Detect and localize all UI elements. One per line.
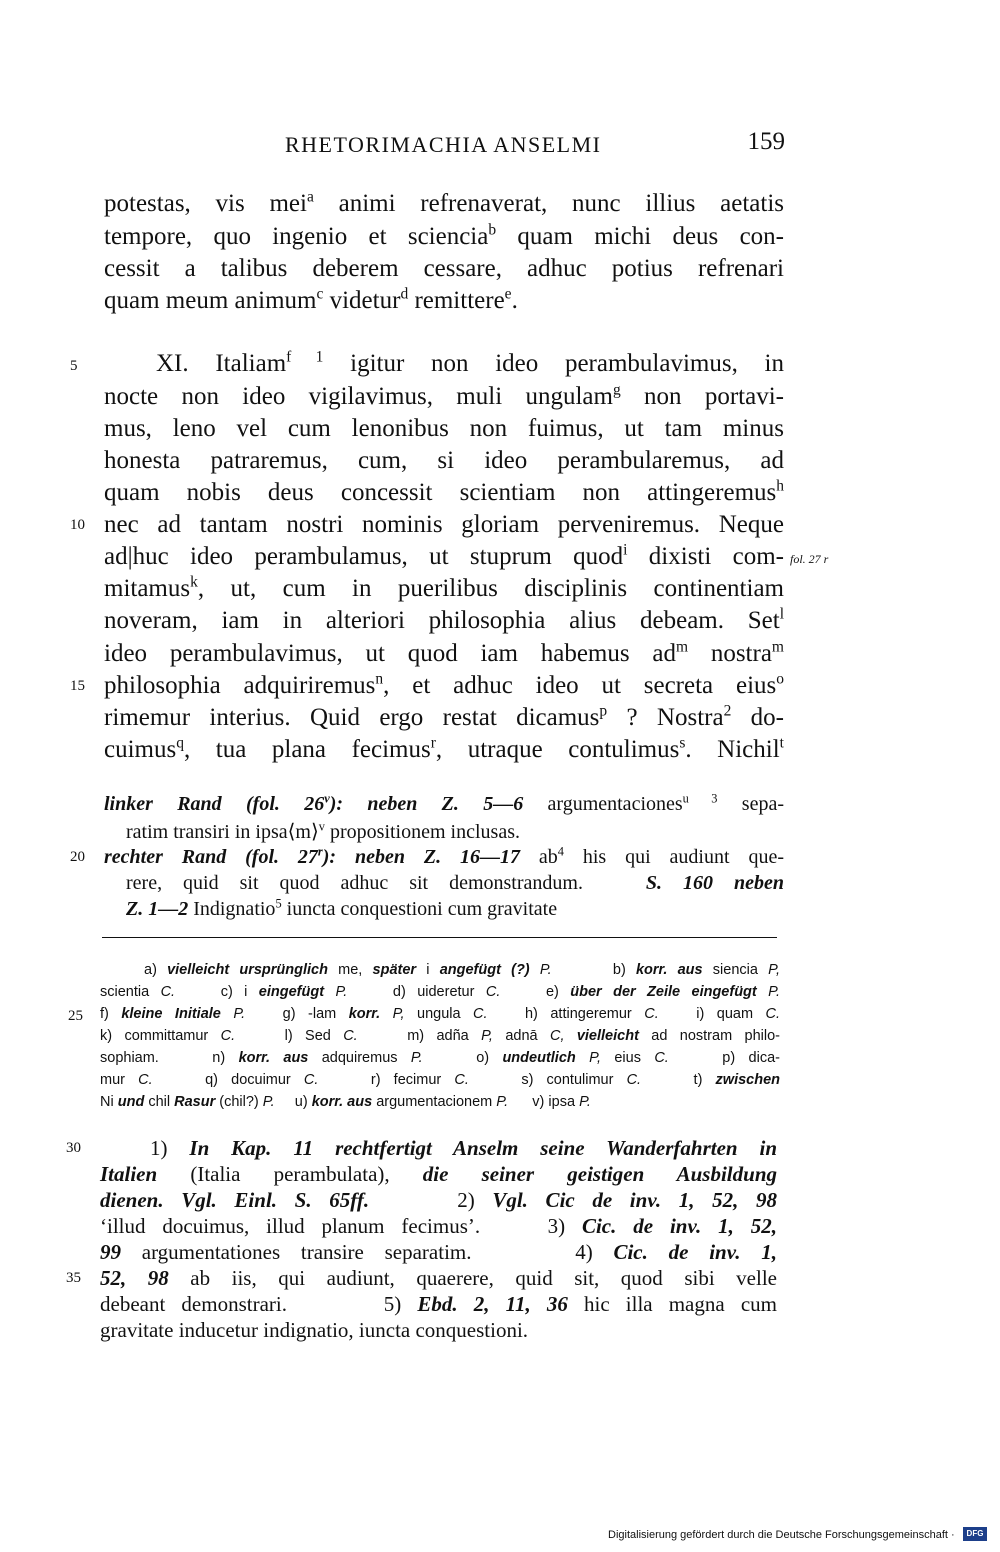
dfg-logo: DFG	[963, 1527, 987, 1541]
folio-margin-note: fol. 27 r	[790, 552, 829, 566]
digitization-credit: Digitalisierung gefördert durch die Deutsche Forschungsgemeinschaft ·	[608, 1529, 955, 1541]
separator-rule	[102, 937, 777, 938]
page-header	[100, 128, 785, 168]
running-title: RHETORIMACHIA ANSELMI	[285, 132, 602, 157]
page-number: 159	[747, 128, 785, 155]
